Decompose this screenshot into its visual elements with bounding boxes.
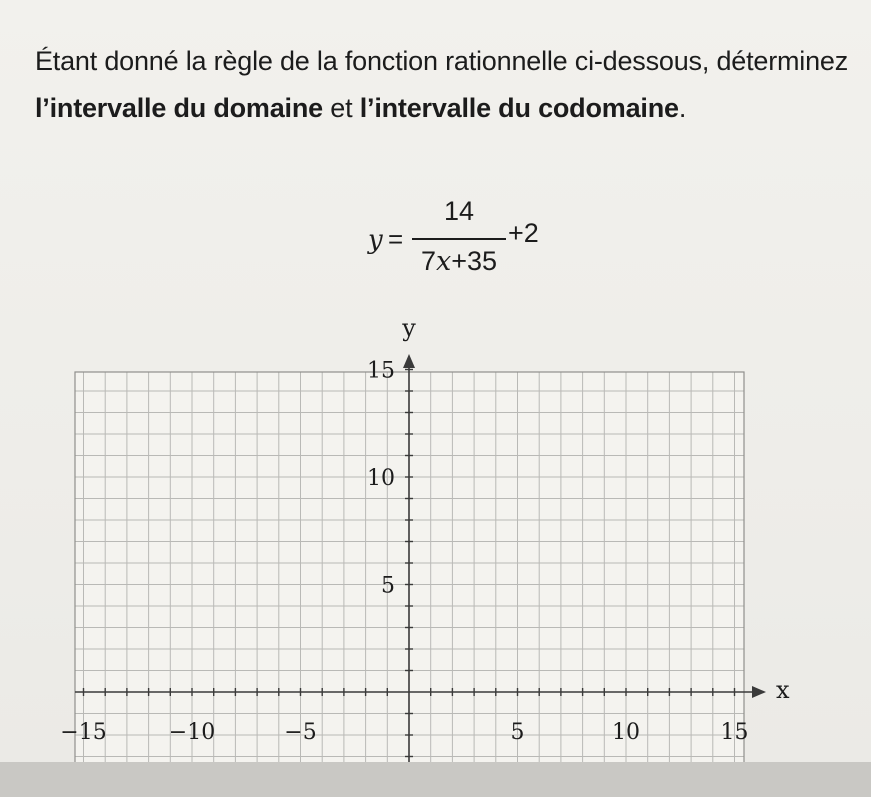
denominator-rest: +35 [451,246,498,276]
formula-numerator: 14 [443,196,475,226]
formula-plus-term: +2 [508,218,539,248]
formula-lhs: y [368,225,383,255]
y-tick-label: 15 [367,358,395,384]
question-end: . [678,93,687,123]
x-tick-label: −10 [168,720,216,745]
y-axis-arrow-icon [403,354,415,368]
x-tick-label: 5 [510,720,525,745]
y-tick-label: 5 [381,573,395,599]
denominator-var: x [435,246,452,277]
question-bold-domain: l’intervalle du domaine [35,93,323,123]
question-bold-codomain: l’intervalle du codomaine [359,93,679,123]
page-bottom-edge [0,762,871,797]
question-part2: et [322,93,360,123]
x-axis-arrow-icon [752,686,766,698]
question-part1: Étant donné la règle de la fonction rationnelle ci-dessous, déterminez [35,46,849,76]
x-tick-label: −5 [284,720,317,745]
x-axis-title: x [776,676,790,704]
x-tick-label: 15 [720,720,749,745]
denominator-coef: 7 [420,246,436,276]
y-axis-title: y [402,314,416,342]
y-tick-label: 10 [367,466,395,491]
x-tick-label: −15 [60,720,107,745]
formula-equals: = [388,224,404,254]
x-tick-label: 10 [612,720,640,745]
